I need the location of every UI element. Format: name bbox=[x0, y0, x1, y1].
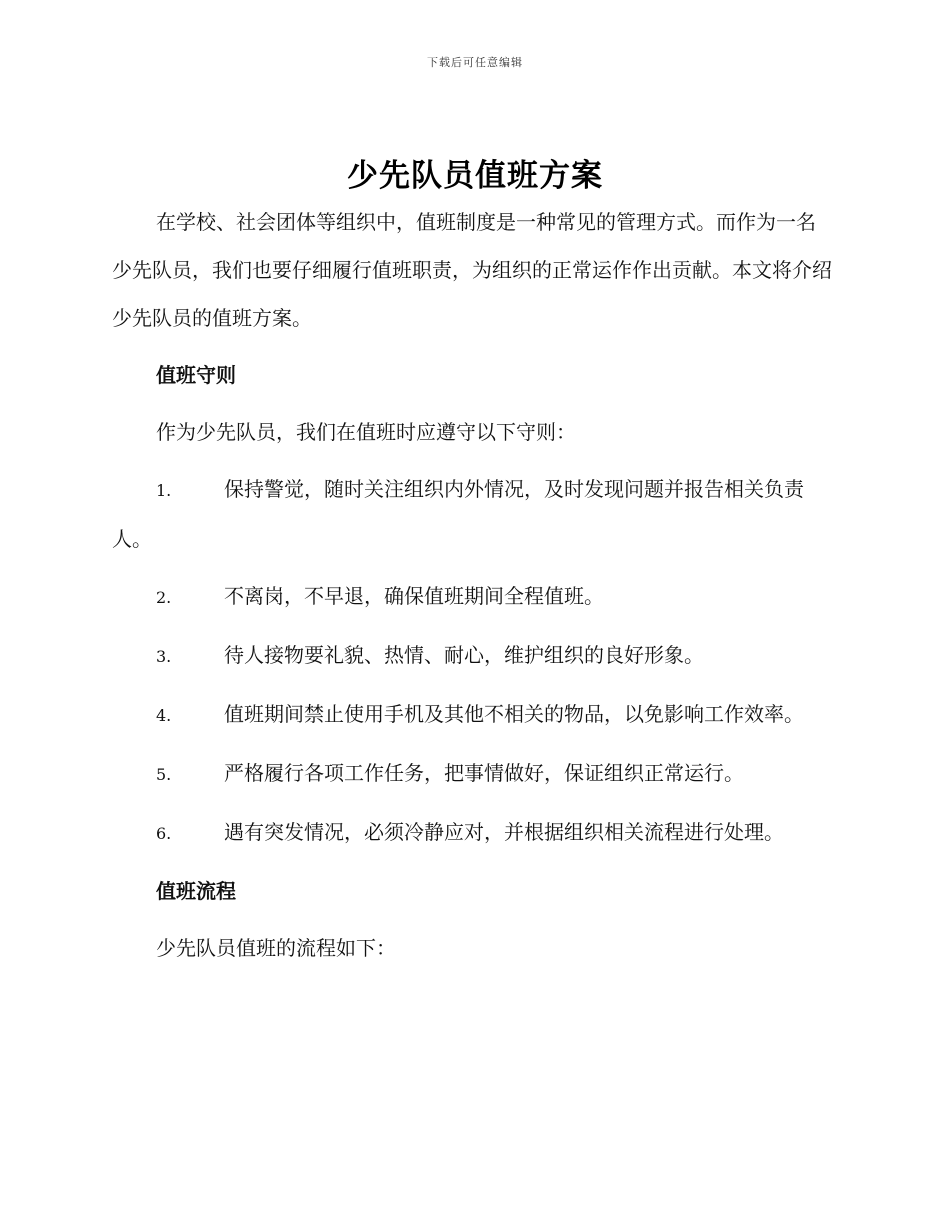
list-item-text: 不离岗，不早退，确保值班期间全程值班。 bbox=[224, 584, 604, 608]
list-item-text: 待人接物要礼貌、热情、耐心，维护组织的良好形象。 bbox=[224, 643, 704, 667]
list-item-text: 严格履行各项工作任务，把事情做好，保证组织正常运行。 bbox=[224, 761, 744, 785]
section-heading-rules: 值班守则 bbox=[156, 363, 236, 387]
list-item bbox=[112, 808, 834, 858]
list-item-number: 5. bbox=[156, 765, 172, 784]
list-item bbox=[112, 465, 834, 563]
section-heading-process: 值班流程 bbox=[156, 879, 236, 903]
list-item bbox=[112, 690, 834, 740]
intro-paragraph: 在学校、社会团体等组织中，值班制度是一种常见的管理方式。而作为一名少先队员，我们也要仔细履行值班职责，为组织的正常运作作出贡献。本文将介绍少先队员的值班方案。 bbox=[112, 210, 832, 330]
list-item-text: 遇有突发情况，必须冷静应对，并根据组织相关流程进行处理。 bbox=[224, 820, 784, 844]
list-item bbox=[112, 572, 834, 622]
list-item bbox=[112, 631, 834, 681]
rules-lead-paragraph: 作为少先队员，我们在值班时应遵守以下守则： bbox=[156, 420, 576, 444]
list-item-number: 2. bbox=[156, 588, 172, 607]
list-item-number: 3. bbox=[156, 647, 172, 666]
list-item-number: 1. bbox=[156, 481, 172, 500]
header-note: 下载后可任意编辑 bbox=[427, 56, 523, 69]
list-item-number: 6. bbox=[156, 824, 172, 843]
list-item-text: 值班期间禁止使用手机及其他不相关的物品，以免影响工作效率。 bbox=[224, 702, 804, 726]
list-item-text: 保持警觉，随时关注组织内外情况，及时发现问题并报告相关负责人。 bbox=[112, 477, 804, 551]
document-body bbox=[112, 198, 834, 981]
list-item bbox=[112, 749, 834, 799]
process-lead-paragraph: 少先队员值班的流程如下： bbox=[156, 936, 396, 960]
document-title: 少先队员值班方案 bbox=[347, 158, 603, 194]
list-item-number: 4. bbox=[156, 706, 172, 725]
